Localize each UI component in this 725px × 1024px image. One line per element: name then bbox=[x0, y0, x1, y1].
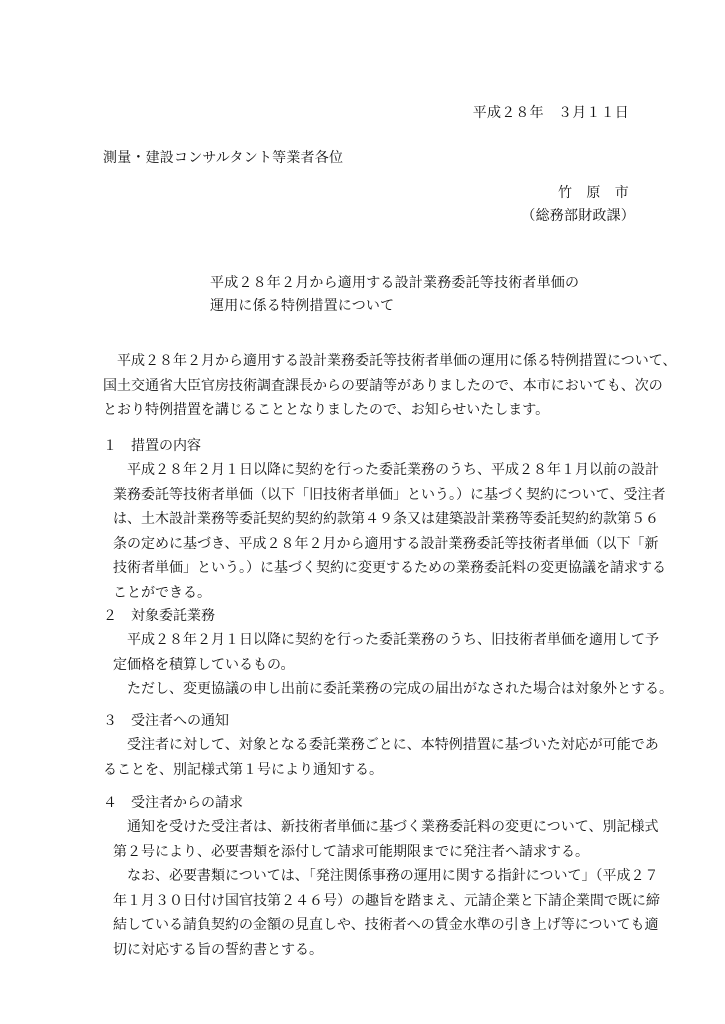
section-line: 通知を受けた受注者は、新技術者単価に基づく業務委託料の変更について、別記様式 bbox=[127, 819, 659, 835]
section-line: ことができる。 bbox=[113, 584, 211, 601]
section-2-body bbox=[103, 628, 673, 702]
section-3-body bbox=[103, 733, 659, 782]
section-4-body bbox=[103, 815, 660, 962]
document-title-line-1: 平成２８年２月から適用する設計業務委託等技術者単価の bbox=[210, 275, 580, 291]
section-1-body bbox=[103, 458, 666, 605]
section-number: １ bbox=[103, 438, 117, 454]
issuer-name: 竹 原 市 bbox=[558, 185, 629, 201]
addressee: 測量・建設コンサルタント等業者各位 bbox=[103, 150, 344, 166]
section-line: 平成２８年２月１日以降に契約を行った委託業務のうち、旧技術者単価を適用して予 bbox=[127, 632, 659, 648]
document-title-line-2: 運用に係る特例措置について bbox=[210, 298, 395, 314]
section-line: 平成２８年２月１日以降に契約を行った委託業務のうち、平成２８年１月以前の設計 bbox=[127, 462, 659, 478]
section-line: ただし、変更協議の申し出前に委託業務の完成の届出がなされた場合は対象外とする。 bbox=[127, 681, 673, 697]
section-line: ることを、別記様式第１号により通知する。 bbox=[103, 761, 383, 778]
section-line: 年１月３０日付け国官技第２４６号）の趣旨を踏まえ、元請企業と下請企業間で既に締 bbox=[113, 892, 660, 909]
section-line: は、土木設計業務等委託契約契約約款第４９条又は建築設計業務等委託契約約款第５６ bbox=[113, 511, 659, 527]
section-title: 受注者への通知 bbox=[131, 713, 229, 729]
intro-line: 平成２８年２月から適用する設計業務委託等技術者単価の運用に係る特例措置について、 bbox=[103, 353, 677, 369]
intro-paragraph bbox=[103, 349, 677, 423]
section-title: 措置の内容 bbox=[131, 438, 201, 454]
section-number: ２ bbox=[103, 608, 117, 624]
section-line: 結している請負契約の金額の見直しや、技術者への賃金水準の引き上げ等についても適 bbox=[113, 917, 659, 933]
section-line: なお、必要書類については、「発注関係事務の運用に関する指針について」（平成２７ bbox=[127, 868, 659, 884]
issuer-department: （総務部財政課） bbox=[521, 208, 635, 224]
section-line: 受注者に対して、対象となる委託業務ごとに、本特例措置に基づいた対応が可能であ bbox=[127, 737, 659, 753]
section-title: 受注者からの請求 bbox=[131, 795, 243, 811]
intro-line: とおり特例措置を講じることとなりましたので、お知らせいたします。 bbox=[103, 402, 550, 418]
section-1-heading bbox=[103, 434, 643, 459]
intro-line: 国土交通省大臣官房技術調査課長からの要請等がありましたので、本市においても、次の bbox=[103, 377, 663, 394]
section-line: 技術者単価」という。）に基づく契約に変更するための業務委託料の変更協議を請求する bbox=[113, 560, 666, 576]
section-3-heading bbox=[103, 709, 643, 734]
section-number: ４ bbox=[103, 795, 117, 811]
section-line: 定価格を積算しているもの。 bbox=[113, 656, 295, 673]
section-line: 第２号により、必要書類を添付して請求可能期限までに発注者へ請求する。 bbox=[113, 843, 589, 860]
section-line: 切に対応する旨の誓約書とする。 bbox=[113, 941, 323, 958]
section-title: 対象委託業務 bbox=[131, 608, 215, 624]
section-line: 条の定めに基づき、平成２８年２月から適用する設計業務委託等技術者単価（以下「新 bbox=[113, 535, 659, 552]
section-number: ３ bbox=[103, 713, 117, 729]
section-2-heading bbox=[103, 604, 643, 629]
section-line: 業務委託等技術者単価（以下「旧技術者単価」という。）に基づく契約について、受注者 bbox=[113, 486, 666, 503]
section-4-heading bbox=[103, 791, 643, 816]
document-date: 平成２８年 ３月１１日 bbox=[472, 105, 629, 121]
